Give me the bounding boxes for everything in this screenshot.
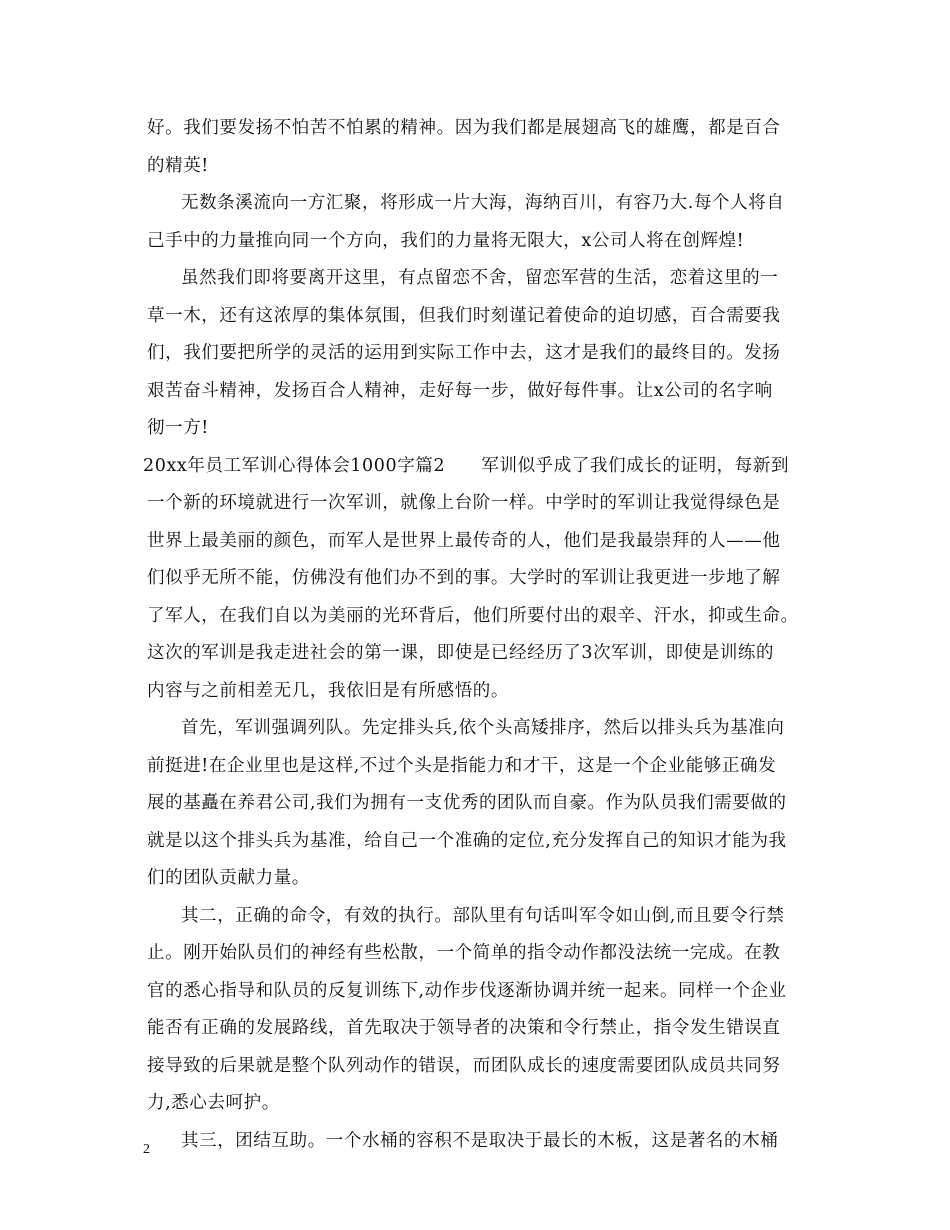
paragraph-start-line: 虽然我们即将要离开这里，有点留恋不舍，留恋军营的生活，恋着这里的一 bbox=[181, 268, 779, 288]
text-line: 彻一方! bbox=[147, 418, 209, 438]
text-line: 了军人，在我们自以为美丽的光环背后，他们所要付出的艰辛、汗水，抑或生命。 bbox=[147, 606, 799, 626]
text-line: 艰苦奋斗精神，发扬百合人精神，走好每一步，做好每件事。让x公司的名字响 bbox=[147, 381, 773, 401]
text-line: 就是以这个排头兵为基准，给自己一个准确的定位,充分发挥自己的知识才能为我 bbox=[147, 831, 787, 851]
text-line: 世界上最美丽的颜色，而军人是世界上最传奇的人，他们是我最崇拜的人——他 bbox=[147, 531, 781, 551]
text-line: 止。刚开始队员们的神经有些松散，一个简单的指令动作都没法统一完成。在教 bbox=[147, 943, 781, 963]
text-line: 的精英! bbox=[147, 156, 209, 176]
text-line: 这次的军训是我走进社会的第一课，即使是已经经历了3次军训，即使是训练的 bbox=[147, 643, 775, 663]
text-line: 们似乎无所不能，仿佛没有他们办不到的事。大学时的军训让我更进一步地了解 bbox=[147, 568, 781, 588]
text-line: 接导致的后果就是整个队列动作的错误，而团队成长的速度需要团队成员共同努 bbox=[147, 1056, 781, 1076]
paragraph-start-line: 其三，团结互助。一个水桶的容积不是取决于最长的木板，这是著名的木桶 bbox=[181, 1131, 779, 1151]
text-line: 力,悉心去呵护。 bbox=[147, 1093, 280, 1113]
paragraph-start-line: 无数条溪流向一方汇聚，将形成一片大海，海纳百川，有容乃大.每个人将自 bbox=[181, 193, 785, 213]
section-heading-line: 20xx年员工军训心得体会1000字篇2 军训似乎成了我们成长的证明，每新到 bbox=[143, 456, 790, 476]
text-line: 们的团队贡献力量。 bbox=[147, 868, 310, 888]
text-line: 能否有正确的发展路线，首先取决于领导者的决策和令行禁止，指令发生错误直 bbox=[147, 1018, 781, 1038]
text-line: 己手中的力量推向同一个方向，我们的力量将无限大，x公司人将在创辉煌! bbox=[147, 231, 745, 251]
paragraph-start-line: 首先，军训强调列队。先定排头兵,依个头高矮排序，然后以排头兵为基准向 bbox=[181, 718, 785, 738]
text-line: 一个新的环境就进行一次军训，就像上台阶一样。中学时的军训让我觉得绿色是 bbox=[147, 493, 781, 513]
text-line: 们，我们要把所学的灵活的运用到实际工作中去，这才是我们的最终目的。发扬 bbox=[147, 343, 781, 363]
text-line: 内容与之前相差无几，我依旧是有所感悟的。 bbox=[147, 681, 509, 701]
page-number: 2 bbox=[143, 1142, 150, 1157]
text-line: 草一木，还有这浓厚的集体氛围，但我们时刻谨记着使命的迫切感，百合需要我 bbox=[147, 306, 781, 326]
text-line: 好。我们要发扬不怕苦不怕累的精神。因为我们都是展翅高飞的雄鹰，都是百合 bbox=[147, 118, 781, 138]
text-line: 官的悉心指导和队员的反复训练下,动作步伐逐渐协调并统一起来。同样一个企业 bbox=[147, 981, 787, 1001]
paragraph-start-line: 其二，正确的命令，有效的执行。部队里有句话叫军令如山倒,而且要令行禁 bbox=[181, 906, 785, 926]
text-line: 前挺进!在企业里也是这样,不过个头是指能力和才干，这是一个企业能够正确发 bbox=[147, 756, 777, 776]
text-line: 展的基矗在养君公司,我们为拥有一支优秀的团队而自豪。作为队员我们需要做的 bbox=[147, 793, 787, 813]
